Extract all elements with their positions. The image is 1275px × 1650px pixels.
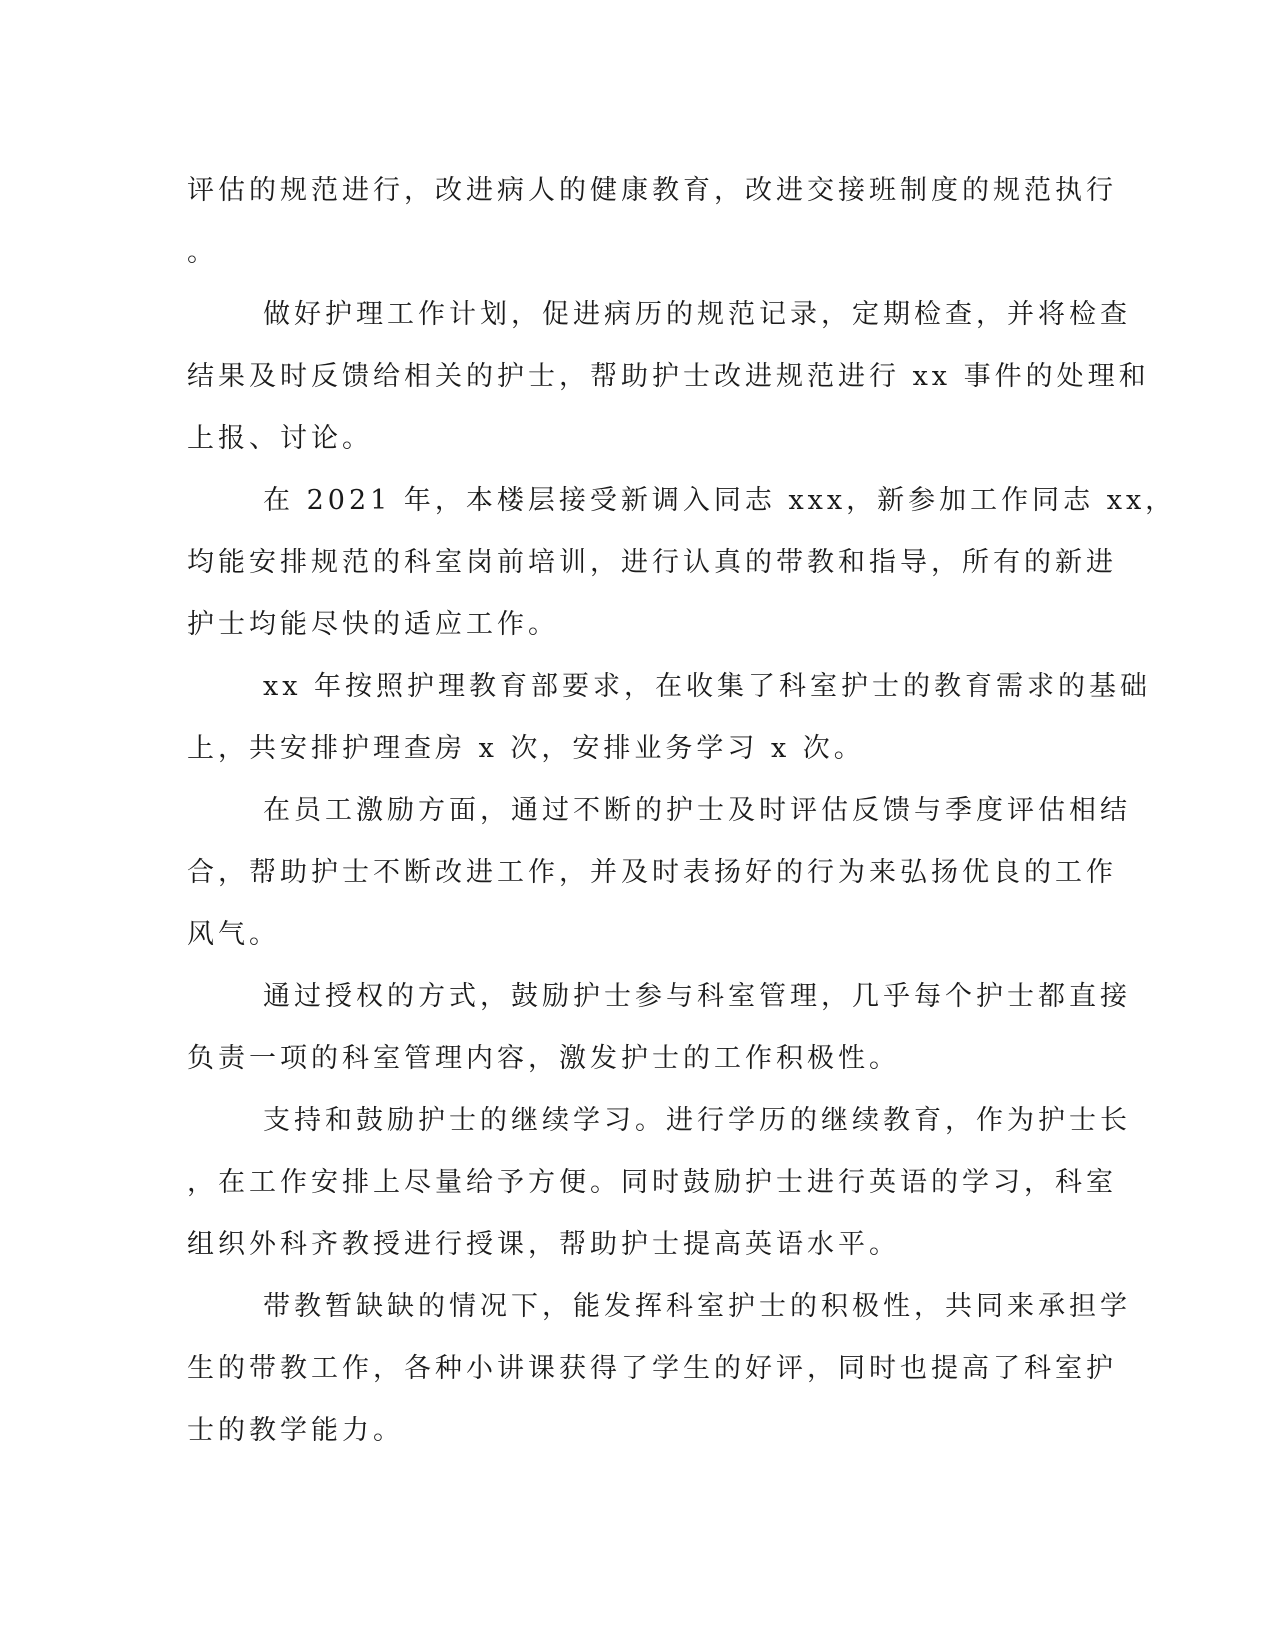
paragraph-line: 生的带教工作，各种小讲课获得了学生的好评，同时也提高了科室护 <box>187 1353 1117 1384</box>
paragraph-5 <box>187 780 1131 966</box>
paragraph-line: 均能安排规范的科室岗前培训，进行认真的带教和指导，所有的新进 <box>187 547 1117 578</box>
paragraph-3 <box>187 470 1177 656</box>
paragraph-line: 。 <box>187 237 218 268</box>
paragraph-line: ，在工作安排上尽量给予方便。同时鼓励护士进行英语的学习，科室 <box>187 1167 1117 1198</box>
paragraph-line: 带教暂缺缺的情况下，能发挥科室护士的积极性，共同来承担学 <box>263 1291 1131 1322</box>
paragraph-line: 支持和鼓励护士的继续学习。进行学历的继续教育，作为护士长 <box>263 1105 1131 1136</box>
paragraph-line: 做好护理工作计划，促进病历的规范记录，定期检查，并将检查 <box>263 299 1131 330</box>
paragraph-line: 通过授权的方式，鼓励护士参与科室管理，几乎每个护士都直接 <box>263 981 1131 1012</box>
paragraph-2 <box>187 284 1150 470</box>
paragraph-line: 结果及时反馈给相关的护士，帮助护士改进规范进行 xx 事件的处理和 <box>187 361 1150 392</box>
paragraph-line: 合，帮助护士不断改进工作，并及时表扬好的行为来弘扬优良的工作 <box>187 857 1117 888</box>
paragraph-7 <box>187 1090 1131 1276</box>
paragraph-line: 上，共安排护理查房 x 次，安排业务学习 x 次。 <box>187 733 865 764</box>
paragraph-line: 风气。 <box>187 919 280 950</box>
paragraph-line: 护士均能尽快的适应工作。 <box>187 609 559 640</box>
paragraph-line: 评估的规范进行，改进病人的健康教育，改进交接班制度的规范执行 <box>187 175 1117 206</box>
paragraph-8 <box>187 1276 1131 1462</box>
paragraph-line: xx 年按照护理教育部要求，在收集了科室护士的教育需求的基础 <box>263 671 1152 702</box>
paragraph-line: 组织外科齐教授进行授课，帮助护士提高英语水平。 <box>187 1229 900 1260</box>
paragraph-1 <box>187 160 1117 284</box>
paragraph-line: 在员工激励方面，通过不断的护士及时评估反馈与季度评估相结 <box>263 795 1131 826</box>
paragraph-line: 在 2021 年，本楼层接受新调入同志 xxx，新参加工作同志 xx， <box>263 485 1177 516</box>
document-body <box>187 160 1177 1462</box>
paragraph-line: 士的教学能力。 <box>187 1415 404 1446</box>
paragraph-line: 上报、讨论。 <box>187 423 373 454</box>
paragraph-4 <box>187 656 1152 780</box>
paragraph-line: 负责一项的科室管理内容，激发护士的工作积极性。 <box>187 1043 900 1074</box>
paragraph-6 <box>187 966 1131 1090</box>
